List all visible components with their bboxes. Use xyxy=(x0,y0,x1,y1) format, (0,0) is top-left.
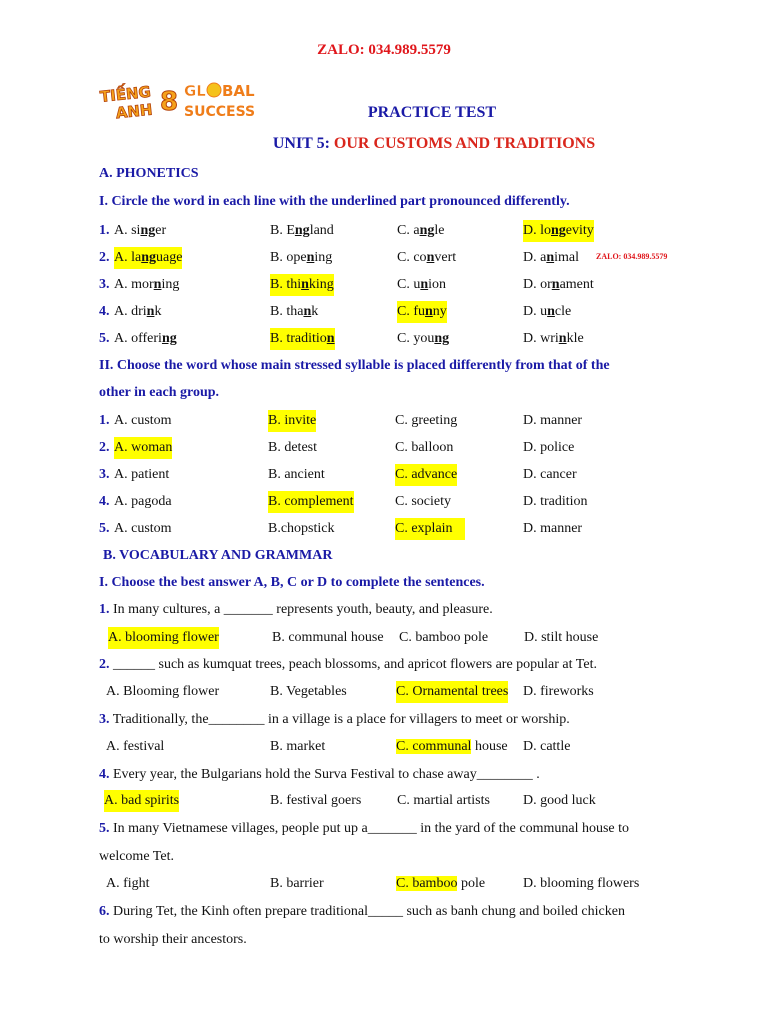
unit-name: OUR CUSTOMS AND TRADITIONS xyxy=(333,135,596,152)
option-c[interactable]: C. convert xyxy=(397,250,457,265)
option-a[interactable]: A. patient xyxy=(114,467,170,482)
question-3: 3. Traditionally, the________ in a village is a place for villagers to meet or worship. xyxy=(99,712,570,727)
option-a[interactable]: A. woman xyxy=(114,437,172,459)
option-c[interactable]: C. young xyxy=(397,331,450,346)
option-b[interactable]: B. tradition xyxy=(270,328,335,350)
underlined-part: n xyxy=(426,250,435,265)
underlined-part: n xyxy=(551,277,560,292)
q1-option-b[interactable]: B. communal house xyxy=(272,630,384,645)
underlined-part: ng xyxy=(294,223,310,238)
pronunciation-row xyxy=(0,328,768,350)
question-4: 4. Every year, the Bulgarians hold the Surva Festival to chase away________ . xyxy=(99,767,540,782)
page-title: PRACTICE TEST xyxy=(367,104,497,121)
question-4-options xyxy=(0,790,768,812)
svg-text:8: 8 xyxy=(160,87,179,117)
q4-option-c[interactable]: C. martial artists xyxy=(397,793,490,808)
option-c[interactable]: C. greeting xyxy=(395,413,458,428)
zalo-stamp: ZALO: 034.989.5579 xyxy=(596,252,668,261)
svg-text:TIẾNG: TIẾNG xyxy=(99,82,152,106)
q2-option-a[interactable]: A. Blooming flower xyxy=(106,684,220,699)
q4-option-b[interactable]: B. festival goers xyxy=(270,793,362,808)
q1-option-c[interactable]: C. bamboo pole xyxy=(399,630,489,645)
underlined-part: n xyxy=(301,277,309,292)
q5-option-b[interactable]: B. barrier xyxy=(270,876,324,891)
option-a[interactable]: A. custom xyxy=(114,413,172,428)
option-b[interactable]: B. England xyxy=(270,223,334,238)
q5-option-c[interactable]: C. bamboo pole xyxy=(396,876,486,891)
underlined-part: ng xyxy=(140,223,156,238)
underlined-part: ng xyxy=(434,331,450,346)
question-number: 4. xyxy=(99,494,110,509)
option-a[interactable]: A. offering xyxy=(114,331,177,346)
question-5: 5. In many Vietnamese villages, people put up a_______ in the yard of the communal house to xyxy=(99,821,630,836)
option-a[interactable]: A. pagoda xyxy=(114,494,172,509)
option-d[interactable]: D. longevity xyxy=(523,220,594,242)
q3-option-a[interactable]: A. festival xyxy=(106,739,165,754)
underlined-part: n xyxy=(558,331,567,346)
question-2-options xyxy=(0,681,768,703)
q4-option-a[interactable]: A. bad spirits xyxy=(104,790,179,812)
question-number: 5. xyxy=(99,521,110,536)
svg-text:GL: GL xyxy=(184,82,206,100)
q5-option-d[interactable]: D. blooming flowers xyxy=(523,876,640,891)
q4-option-d[interactable]: D. good luck xyxy=(523,793,596,808)
option-d[interactable]: D. wrinkle xyxy=(523,331,584,346)
option-a[interactable]: A. drink xyxy=(114,304,162,319)
underlined-part: n xyxy=(303,304,312,319)
q3-option-d[interactable]: D. cattle xyxy=(523,739,571,754)
stress-row xyxy=(0,491,768,513)
instruction-stress-line2: other in each group. xyxy=(99,385,220,400)
stress-row xyxy=(0,437,768,459)
option-c[interactable]: C. union xyxy=(397,277,447,292)
question-number: 2. xyxy=(99,440,110,455)
option-c[interactable]: C. angle xyxy=(397,223,445,238)
question-5-line2: welcome Tet. xyxy=(99,849,174,864)
question-number: 1. xyxy=(99,413,110,428)
option-d[interactable]: D. ornament xyxy=(523,277,594,292)
stress-row xyxy=(0,464,768,486)
question-number: 3. xyxy=(99,277,110,292)
option-b[interactable]: B.chopstick xyxy=(268,521,335,536)
question-number: 1. xyxy=(99,223,110,238)
question-3-options xyxy=(0,736,768,758)
svg-text:ANH: ANH xyxy=(114,100,154,123)
underlined-part: ng xyxy=(419,223,435,238)
underlined-part: n xyxy=(425,304,433,319)
underlined-part: n xyxy=(146,304,155,319)
pronunciation-row xyxy=(0,220,768,242)
question-1: 1. In many cultures, a _______ represents youth, beauty, and pleasure. xyxy=(99,602,493,617)
option-a[interactable]: A. language xyxy=(114,247,182,269)
underlined-part: n xyxy=(420,277,429,292)
zalo-header: ZALO: 034.989.5579 xyxy=(317,42,451,58)
underlined-part: ng xyxy=(141,250,157,265)
option-c[interactable]: C. funny xyxy=(397,301,447,323)
option-c[interactable]: C. explain xyxy=(395,518,465,540)
underlined-part: n xyxy=(547,304,555,319)
option-b[interactable]: B. opening xyxy=(270,250,333,265)
question-2: 2. ______ such as kumquat trees, peach blossoms, and apricot flowers are popular at Tet. xyxy=(99,657,597,672)
pronunciation-row xyxy=(0,274,768,296)
unit-title xyxy=(0,135,768,153)
option-b[interactable]: B. detest xyxy=(268,440,317,455)
option-a[interactable]: A. morning xyxy=(114,277,180,292)
question-1-options xyxy=(0,627,768,649)
stress-row xyxy=(0,518,768,540)
q3-option-c[interactable]: C. communal house xyxy=(396,739,508,754)
question-number: 5. xyxy=(99,331,110,346)
option-c[interactable]: C. society xyxy=(395,494,451,509)
question-6: 6. During Tet, the Kinh often prepare traditional_____ such as banh chung and boiled chicken xyxy=(99,904,625,919)
option-d[interactable]: D. cancer xyxy=(523,467,577,482)
question-number: 4. xyxy=(99,304,110,319)
underlined-part: n xyxy=(153,277,162,292)
option-d[interactable]: D. police xyxy=(523,440,575,455)
underlined-part: n xyxy=(306,250,315,265)
option-b[interactable]: B. complement xyxy=(268,491,354,513)
question-number: 2. xyxy=(99,250,110,265)
underlined-part: ng xyxy=(551,223,566,238)
option-c[interactable]: C. advance xyxy=(395,464,457,486)
instruction-best-answer: I. Choose the best answer A, B, C or D to complete the sentences. xyxy=(99,575,485,590)
q3-option-b[interactable]: B. market xyxy=(270,739,326,754)
option-a[interactable]: A. singer xyxy=(114,223,167,238)
option-a[interactable]: A. custom xyxy=(114,521,172,536)
option-b[interactable]: B. ancient xyxy=(268,467,325,482)
q1-option-a[interactable]: A. blooming flower xyxy=(108,627,219,649)
option-c[interactable]: C. balloon xyxy=(395,440,454,455)
q2-option-c[interactable]: C. Ornamental trees xyxy=(396,681,508,703)
unit-number: UNIT 5: xyxy=(272,135,330,152)
q5-option-a[interactable]: A. fight xyxy=(106,876,150,891)
question-6-line2: to worship their ancestors. xyxy=(99,932,247,947)
question-number: 3. xyxy=(99,467,110,482)
option-b[interactable]: B. invite xyxy=(268,410,316,432)
option-d[interactable]: D. uncle xyxy=(523,304,572,319)
option-b[interactable]: B. thank xyxy=(270,304,319,319)
q1-option-d[interactable]: D. stilt house xyxy=(524,630,599,645)
instruction-pronunciation: I. Circle the word in each line with the underlined part pronounced differently. xyxy=(99,194,570,209)
svg-text:BAL: BAL xyxy=(222,82,255,100)
instruction-stress-line1: II. Choose the word whose main stressed syllable is placed differently from that of the xyxy=(99,358,610,373)
option-d[interactable]: D. manner xyxy=(523,521,583,536)
option-b[interactable]: B. thinking xyxy=(270,274,334,296)
q2-option-b[interactable]: B. Vegetables xyxy=(270,684,347,699)
section-a-heading: A. PHONETICS xyxy=(99,166,199,181)
stress-row xyxy=(0,410,768,432)
option-d[interactable]: D. manner xyxy=(523,413,583,428)
q2-option-d[interactable]: D. fireworks xyxy=(523,684,594,699)
question-5-options xyxy=(0,873,768,895)
underlined-part: n xyxy=(326,331,335,346)
option-d[interactable]: D. animal xyxy=(523,250,580,265)
underlined-part: ng xyxy=(161,331,177,346)
svg-text:SUCCESS: SUCCESS xyxy=(184,104,256,120)
pronunciation-row xyxy=(0,301,768,323)
section-b-heading: B. VOCABULARY AND GRAMMAR xyxy=(103,548,333,563)
option-d[interactable]: D. tradition xyxy=(523,494,588,509)
underlined-part: n xyxy=(546,250,555,265)
